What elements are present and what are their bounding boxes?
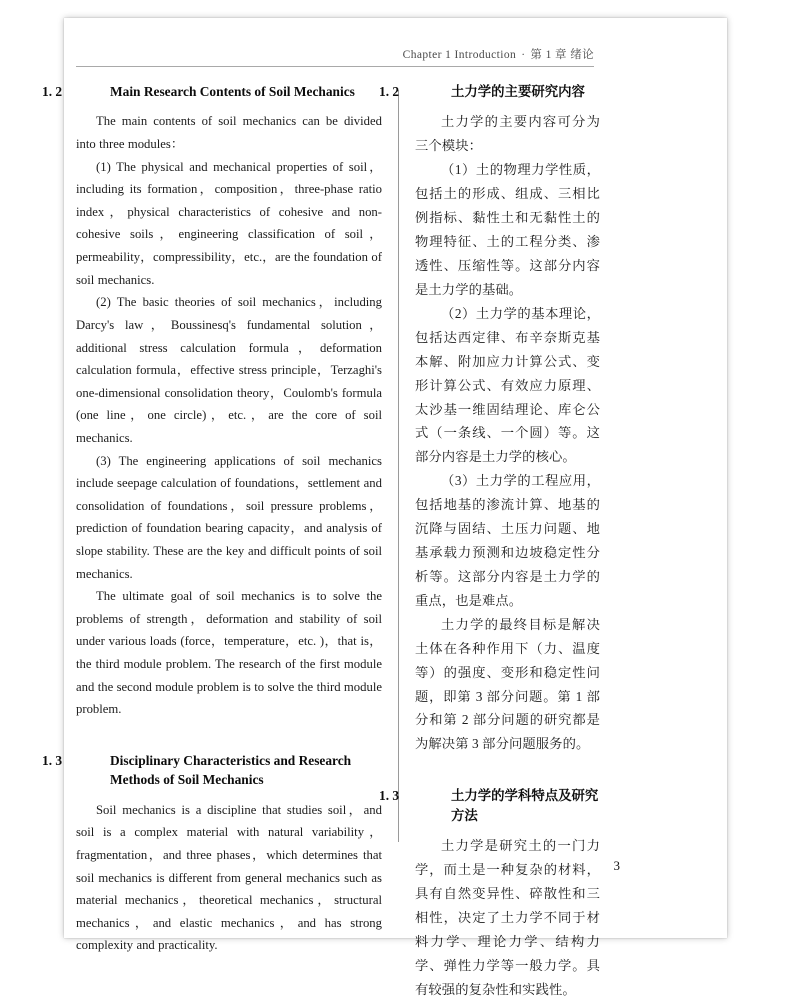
paragraph: 土力学是研究土的一门力学，而土是一种复杂的材料，具有自然变异性、碎散性和三相性，决定了土力学不同于材料力学、理论力学、结构力学、弹性力学等一般力学。具有较强的复杂性和实践性。 [415,838,600,997]
paragraph: 土力学的最终目标是解决土体在各种作用下（力、温度等）的强度、变形和稳定性问题，即第 3 部分问题。第 1 部分和第 2 部分问题的研究都是为解决第 3 部分问题服务的。 [415,616,600,752]
running-head-chapter-zh: 第 1 章 绪论 [530,49,594,61]
page-number: 3 [613,858,620,873]
paragraph: （2）土力学的基本理论，包括达西定律、布辛奈斯克基本解、附加应力计算公式、变形计算公式、有效应力原理、太沙基一维固结理论、库仑公式（一条线、一个圆）等。这部分内容是土力学的核心。 [415,305,600,465]
section-number-1-2-zh: 1. 2 [379,84,400,99]
section-number-1-3-en: 1. 3 [42,752,63,768]
running-head-chapter-en: Chapter 1 Introduction [402,49,517,61]
section-heading-1-3-en [42,751,382,790]
section-title-1-3-zh: 土力学的学科特点及研究方法 [451,788,599,823]
running-head [76,46,594,67]
paragraph: (1) The physical and mechanical properties of soil，including its formation，composition，three-phase ratio index，physical characteristics of cohesive and non-cohesive soils，engineering classification of soil，permeability，compressibility，etc.，are the foundation of soil mechanics. [76,159,382,287]
section-heading-1-3-zh [379,786,600,825]
paragraph: （1）土的物理力学性质，包括土的形成、组成、三相比例指标、黏性土和无黏性土的物理特征、土的工程分类、渗透性、压缩性等。这部分内容是土力学的基础。 [415,162,600,297]
running-head-rule [76,66,594,67]
english-column [42,82,398,953]
paragraph: (3) The engineering applications of soil mechanics include seepage calculation of foundations，settlement and consolidation of foundations，soil pressure problems，prediction of foundation bearing capacity，and analysis of slope stability. These are the key and difficult points of soil mechanics. [76,453,382,581]
section-title-1-2-zh: 土力学的主要研究内容 [451,84,585,99]
section-number-1-3-zh: 1. 3 [379,788,400,804]
running-head-text [76,46,594,66]
chinese-column [379,82,600,997]
running-head-separator: · [521,49,526,61]
paragraph: （3）土力学的工程应用，包括地基的渗流计算、地基的沉降与固结、土压力问题、地基承载力预测和边坡稳定性分析等。这部分内容是土力学的重点，也是难点。 [415,473,600,608]
paragraph: The ultimate goal of soil mechanics is to solve the problems of strength，deformation and stability of soil under various loads (force，temperature，etc. )，that is，the third module problem. The research of the first module and the second module problem is to solve the third module problem. [76,589,382,717]
paragraph: Soil mechanics is a discipline that studies soil，and soil is a complex material with natural variability，fragmentation，and three phases，which determines that soil mechanics is different from general mechanics such as material mechanics，theoretical mechanics，structural mechanics，and elastic mechanics，and has strong complexity and practicality. [76,802,382,953]
paragraph: The main contents of soil mechanics can be divided into three modules： [76,114,382,152]
section-heading-1-2-zh [379,82,600,101]
paragraph: (2) The basic theories of soil mechanics，including Darcy's law，Boussinesq's fundamental solution，additional stress calculation formula，deformation calculation formula，effective stress principle，Terzaghi's one-dimensional consolidation theory，Coulomb's formula (one line，one circle)，etc.，are the core of soil mechanics. [76,295,382,445]
section-heading-1-2-en [42,82,382,101]
section-title-1-3-en: Disciplinary Characteristics and Research Methods of Soil Mechanics [110,752,352,788]
paragraph: 土力学的主要内容可分为三个模块： [415,114,600,154]
section-number-1-2-en: 1. 2 [42,84,63,99]
body-columns [42,82,600,997]
section-title-1-2-en: Main Research Contents of Soil Mechanics [110,84,355,99]
